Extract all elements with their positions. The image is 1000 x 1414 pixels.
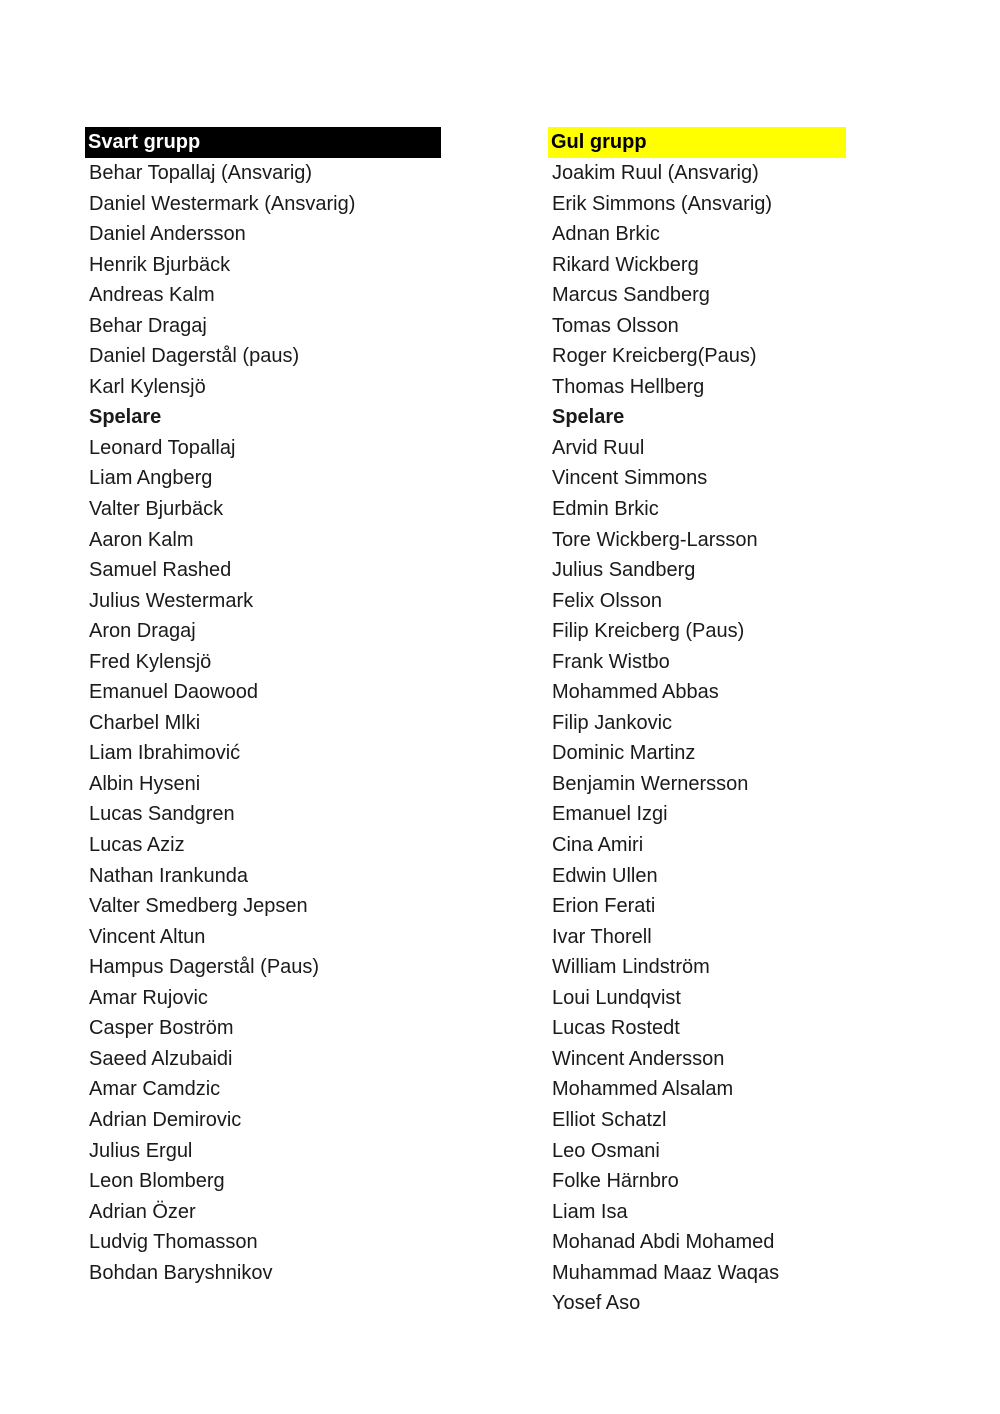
- player-item: Amar Camdzic: [89, 1078, 221, 1101]
- player-item: Dominic Martinz: [552, 742, 696, 765]
- player-item: Filip Jankovic: [552, 711, 673, 734]
- players-heading: Spelare: [89, 406, 162, 429]
- player-item: Liam Isa: [552, 1200, 628, 1223]
- player-item: Fred Kylensjö: [89, 650, 212, 673]
- leader-item: Tomas Olsson: [552, 314, 679, 337]
- player-item: Saeed Alzubaidi: [89, 1047, 233, 1070]
- group-black-header: Svart grupp: [85, 127, 441, 158]
- player-item: William Lindström: [552, 956, 710, 979]
- player-item: Leon Blomberg: [89, 1170, 225, 1193]
- player-item: Hampus Dagerstål (Paus): [89, 956, 320, 979]
- player-item: Bohdan Baryshnikov: [89, 1261, 273, 1284]
- leader-item: Thomas Hellberg: [552, 375, 705, 398]
- player-item: Vincent Simmons: [552, 467, 708, 490]
- player-item: Adrian Demirovic: [89, 1108, 242, 1131]
- player-item: Valter Smedberg Jepsen: [89, 895, 308, 918]
- player-item: Filip Kreicberg (Paus): [552, 620, 745, 643]
- player-item: Loui Lundqvist: [552, 986, 681, 1009]
- player-item: Emanuel Daowood: [89, 681, 258, 704]
- player-item: Julius Ergul: [89, 1139, 193, 1162]
- player-item: Muhammad Maaz Waqas: [552, 1261, 780, 1284]
- player-item: Julius Sandberg: [552, 559, 696, 582]
- player-item: Frank Wistbo: [552, 650, 670, 673]
- leader-item: Rikard Wickberg: [552, 253, 699, 276]
- leader-item: Daniel Andersson: [89, 223, 246, 246]
- player-item: Wincent Andersson: [552, 1047, 725, 1070]
- leader-item: Marcus Sandberg: [552, 284, 710, 307]
- group-yellow-header: Gul grupp: [548, 127, 846, 158]
- player-item: Mohanad Abdi Mohamed: [552, 1231, 775, 1254]
- player-item: Liam Ibrahimović: [89, 742, 241, 765]
- leader-item: Roger Kreicberg(Paus): [552, 345, 757, 368]
- player-item: Lucas Rostedt: [552, 1017, 680, 1040]
- player-item: Mohammed Abbas: [552, 681, 719, 704]
- leader-item: Behar Dragaj: [89, 314, 207, 337]
- group-yellow-list: [548, 158, 846, 1319]
- player-item: Ludvig Thomasson: [89, 1231, 258, 1254]
- player-item: Amar Rujovic: [89, 986, 208, 1009]
- player-item: Yosef Aso: [552, 1292, 641, 1315]
- player-item: Felix Olsson: [552, 589, 663, 612]
- leader-item: Adnan Brkic: [552, 223, 660, 246]
- player-item: Samuel Rashed: [89, 559, 232, 582]
- leader-item: Henrik Bjurbäck: [89, 253, 231, 276]
- group-black: [85, 127, 441, 1288]
- player-item: Liam Angberg: [89, 467, 213, 490]
- leader-item: Daniel Westermark (Ansvarig): [89, 192, 356, 215]
- group-yellow: [548, 127, 846, 1319]
- player-item: Albin Hyseni: [89, 772, 201, 795]
- players-heading: Spelare: [552, 406, 625, 429]
- player-item: Lucas Aziz: [89, 834, 185, 857]
- player-item: Folke Härnbro: [552, 1170, 679, 1193]
- group-black-list: [85, 158, 441, 1288]
- leader-item: Erik Simmons (Ansvarig): [552, 192, 773, 215]
- leader-item: Joakim Ruul (Ansvarig): [552, 162, 759, 184]
- player-item: Ivar Thorell: [552, 925, 652, 948]
- player-item: Casper Boström: [89, 1017, 234, 1040]
- player-item: Benjamin Wernersson: [552, 772, 749, 795]
- leader-item: Karl Kylensjö: [89, 375, 206, 398]
- player-item: Julius Westermark: [89, 589, 254, 612]
- player-item: Charbel Mlki: [89, 711, 201, 734]
- player-item: Tore Wickberg-Larsson: [552, 528, 758, 551]
- player-item: Elliot Schatzl: [552, 1108, 667, 1131]
- player-item: Adrian Özer: [89, 1200, 196, 1223]
- leader-item: Daniel Dagerstål (paus): [89, 345, 300, 368]
- player-item: Nathan Irankunda: [89, 864, 249, 887]
- player-item: Arvid Ruul: [552, 436, 645, 459]
- player-item: Leo Osmani: [552, 1139, 660, 1162]
- player-item: Edmin Brkic: [552, 498, 659, 521]
- player-item: Edwin Ullen: [552, 864, 658, 887]
- leader-item: Andreas Kalm: [89, 284, 215, 307]
- player-item: Emanuel Izgi: [552, 803, 668, 826]
- player-item: Lucas Sandgren: [89, 803, 235, 826]
- player-item: Aron Dragaj: [89, 620, 196, 643]
- leader-item: Behar Topallaj (Ansvarig): [89, 162, 313, 184]
- player-item: Mohammed Alsalam: [552, 1078, 734, 1101]
- player-item: Cina Amiri: [552, 834, 644, 857]
- player-item: Vincent Altun: [89, 925, 206, 948]
- player-item: Erion Ferati: [552, 895, 656, 918]
- player-item: Leonard Topallaj: [89, 436, 236, 459]
- player-item: Aaron Kalm: [89, 528, 194, 551]
- player-item: Valter Bjurbäck: [89, 498, 224, 521]
